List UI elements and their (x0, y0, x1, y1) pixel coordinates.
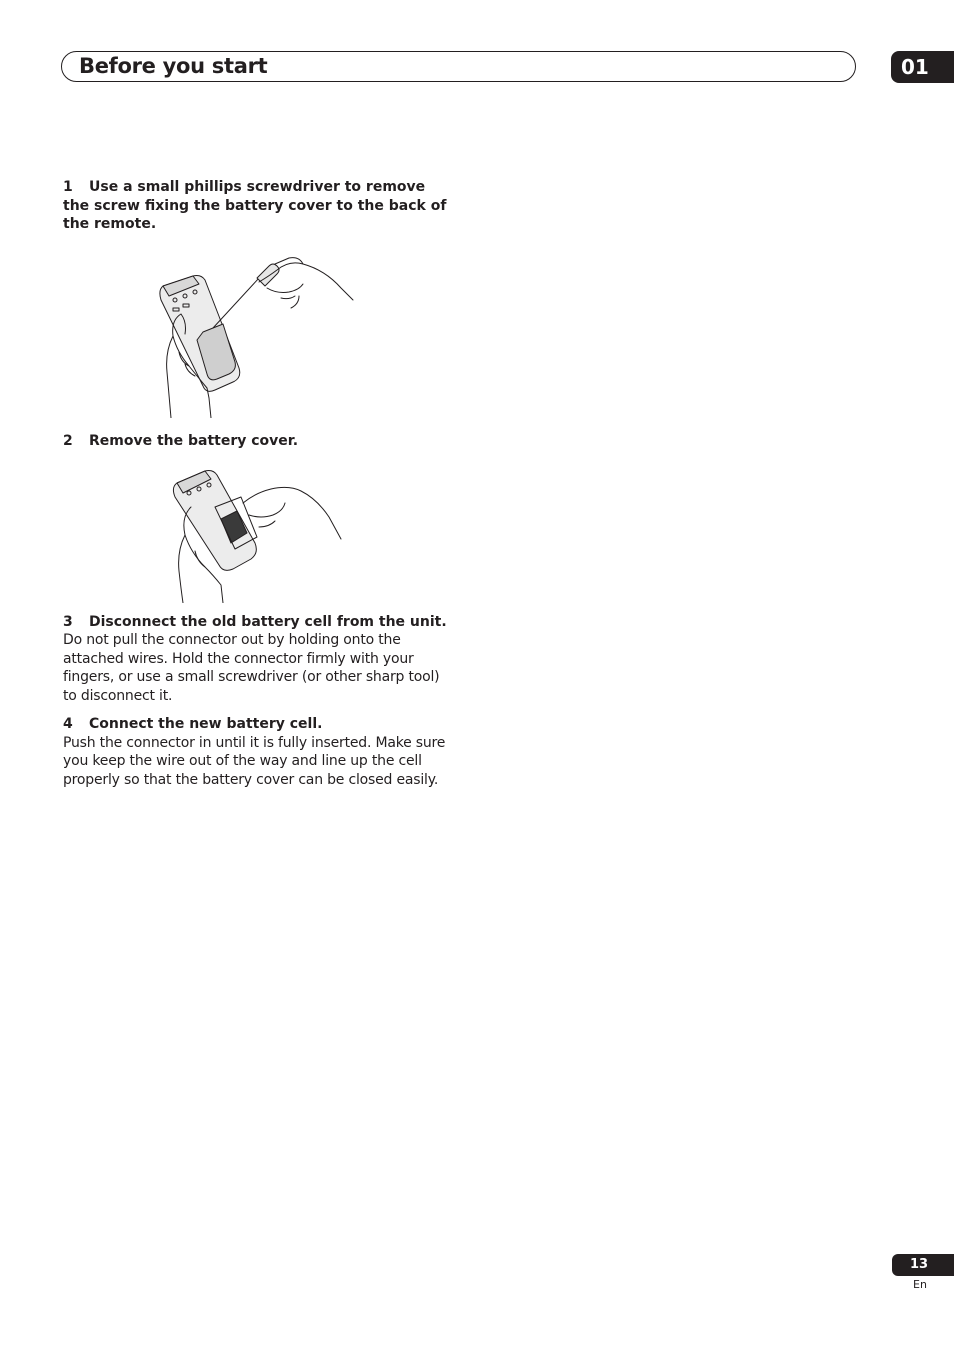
step-4 (63, 715, 453, 789)
chapter-number-tab: 01 (891, 51, 954, 83)
step-3-heading (63, 613, 453, 632)
page-number-tab: 13 (892, 1254, 954, 1276)
step-number: 4 (63, 716, 73, 732)
page-title: Before you start (79, 54, 268, 78)
screwdriver-removal-illustration (63, 248, 453, 418)
screwdriver-shaft (213, 278, 259, 328)
battery-cover-removal-illustration (63, 463, 453, 603)
step-heading-text: Disconnect the old battery cell from the unit. (89, 613, 447, 630)
step-2 (63, 432, 453, 451)
step-number: 1 (63, 179, 73, 195)
screwdriver-handle (257, 264, 279, 286)
step-1 (63, 178, 453, 234)
step-2-heading (63, 432, 453, 451)
step-3 (63, 613, 453, 706)
step-heading-text: Remove the battery cover. (89, 433, 299, 449)
content-column (63, 178, 453, 789)
step-3-body: Do not pull the connector out by holding onto the attached wires. Hold the connector firmly with your fingers, or use a small screwdriver (or other sharp tool) to disconnect it. (63, 632, 440, 704)
step-heading-text: Use a small phillips screwdriver to remove the screw fixing the battery cover to the back of the remote. (63, 179, 447, 232)
step-number: 3 (63, 613, 73, 630)
step-4-body: Push the connector in until it is fully inserted. Make sure you keep the wire out of the way and line up the cell properly so that the battery cover can be closed easily. (63, 734, 446, 788)
right-hand-outline (243, 487, 341, 539)
step-1-heading (63, 178, 453, 234)
step-number: 2 (63, 433, 73, 449)
step-4-heading (63, 715, 453, 734)
page-language: En (913, 1278, 927, 1291)
step-heading-text: Connect the new battery cell. (89, 716, 323, 732)
